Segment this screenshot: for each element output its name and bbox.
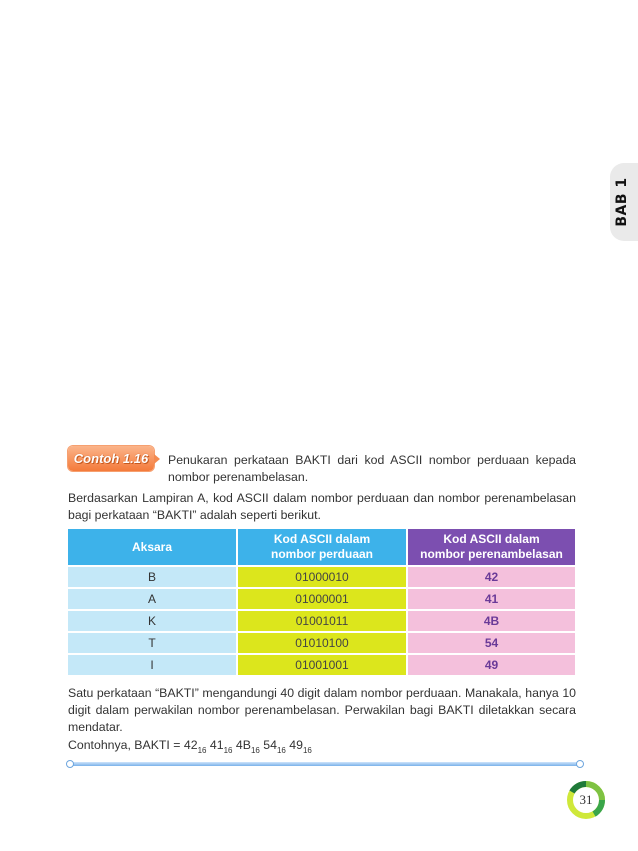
header-hex: Kod ASCII dalam nombor perenambelasan (408, 529, 575, 565)
hex-value: 49 (289, 738, 303, 752)
intro-paragraph: Berdasarkan Lampiran A, kod ASCII dalam nombor perduaan dan nombor perenambelasan bagi perkataan “BAKTI” adalah seperti berikut. (68, 491, 576, 522)
example-title: Penukaran perkataan BAKTI dari kod ASCII nombor perduaan kepada nombor perenambelasan. (168, 453, 576, 484)
cell-char: K (68, 609, 236, 631)
cell-binary: 01010100 (238, 631, 406, 653)
cell-hex: 49 (408, 653, 575, 675)
hex-value: 54 (263, 738, 277, 752)
base-subscript: 16 (223, 746, 233, 755)
rule-end-dot (576, 760, 584, 768)
summary-paragraph: Satu perkataan “BAKTI” mengandungi 40 digit dalam nombor perduaan. Manakala, hanya 10 digit dalam perwakilan nombor perenambelasan. Perwakilan bagi BAKTI diletakkan secara mendatar. (68, 686, 576, 734)
expression-prefix: Contohnya, BAKTI = (68, 738, 184, 752)
example-badge-label: Contoh 1.16 (73, 451, 149, 466)
example-expression (68, 737, 576, 759)
base-subscript: 16 (276, 746, 286, 755)
cell-hex: 42 (408, 565, 575, 587)
base-subscript: 16 (250, 746, 260, 755)
hex-value: 4B (235, 738, 251, 752)
base-subscript: 16 (197, 746, 207, 755)
cell-binary: 01001001 (238, 653, 406, 675)
table-row (68, 587, 575, 609)
cell-hex: 4B (408, 609, 575, 631)
page-number: 31 (579, 792, 593, 807)
cell-char: A (68, 587, 236, 609)
cell-binary: 01000010 (238, 565, 406, 587)
cell-char: T (68, 631, 236, 653)
cell-binary: 01000001 (238, 587, 406, 609)
cell-char: I (68, 653, 236, 675)
base-subscript: 16 (302, 746, 312, 755)
cell-binary: 01001011 (238, 609, 406, 631)
ascii-table (66, 529, 577, 675)
hex-value: 42 (183, 738, 198, 752)
example-badge (68, 446, 154, 471)
chapter-label: BAB 1 (614, 177, 630, 227)
table-row (68, 631, 575, 653)
table-row (68, 653, 575, 675)
cell-char: B (68, 565, 236, 587)
table-row (68, 565, 575, 587)
divider-rule (70, 762, 579, 766)
header-binary: Kod ASCII dalam nombor perduaan (238, 529, 406, 565)
hex-value: 41 (209, 738, 224, 752)
rule-end-dot (66, 760, 74, 768)
header-aksara: Aksara (68, 529, 236, 565)
table-row (68, 609, 575, 631)
cell-hex: 41 (408, 587, 575, 609)
table-header-row (68, 529, 575, 565)
cell-hex: 54 (408, 631, 575, 653)
